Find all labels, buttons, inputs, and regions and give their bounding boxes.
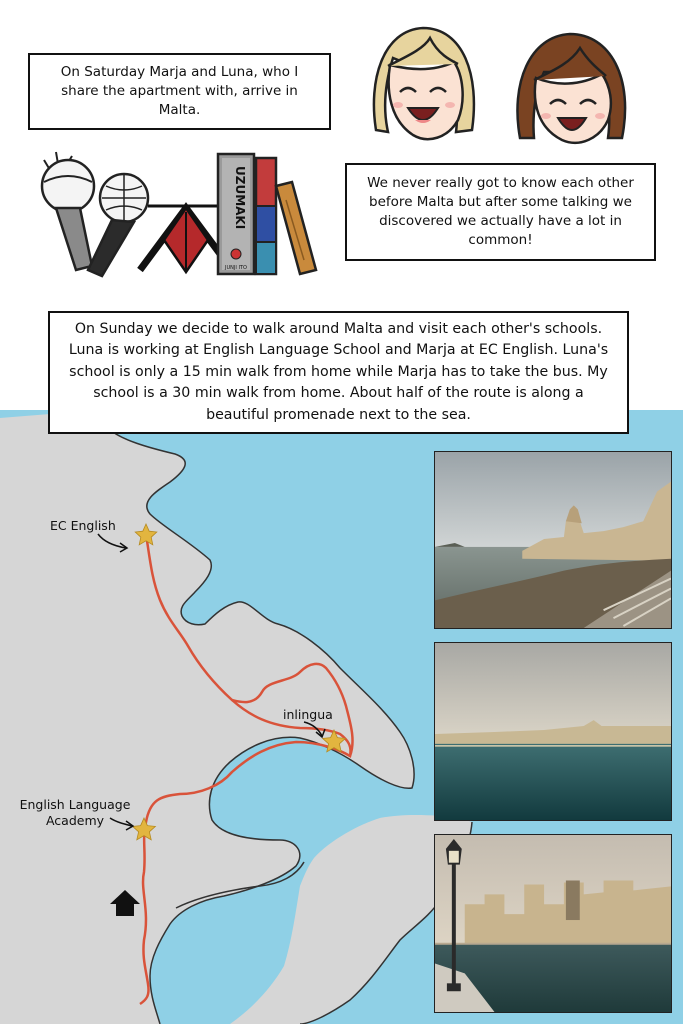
photo-harbour-lamp [434,834,672,1013]
walk-caption-box [48,311,629,434]
common-caption-text: We never really got to know each other before Malta but after some talking we discovered we actually have a lot in common! [367,175,634,248]
photo-bay-sunset [434,642,672,821]
ec-english-label: EC English [50,518,116,533]
book-spine-title: UZUMAKI [233,166,247,230]
common-caption-box [345,163,656,261]
inlingua-label: inlingua [283,707,333,722]
english-language-academy-label [10,797,140,829]
walk-caption-text: On Sunday we decide to walk around Malta and visit each other's schools. Luna is working at English Language School and Marja at EC English. Luna's school is only a 15 min walk from home while Marja has to take the bus. My school is a 30 min walk from home. About half of the route is along a beautiful promenade next to the sea. [68,320,609,423]
fandom-props-illustration [36,148,326,282]
ela-label-line1: English Language [19,797,131,812]
intro-caption-text: On Saturday Marja and Luna, who I share the apartment with, arrive in Malta. [60,64,299,118]
brunette-girl-face [510,28,632,150]
intro-caption-box [28,53,331,130]
book-author: JUNJI ITO [225,265,247,271]
blonde-girl-face [368,20,478,148]
ela-label-line2: Academy [45,813,105,828]
photo-promenade-church [434,451,672,629]
